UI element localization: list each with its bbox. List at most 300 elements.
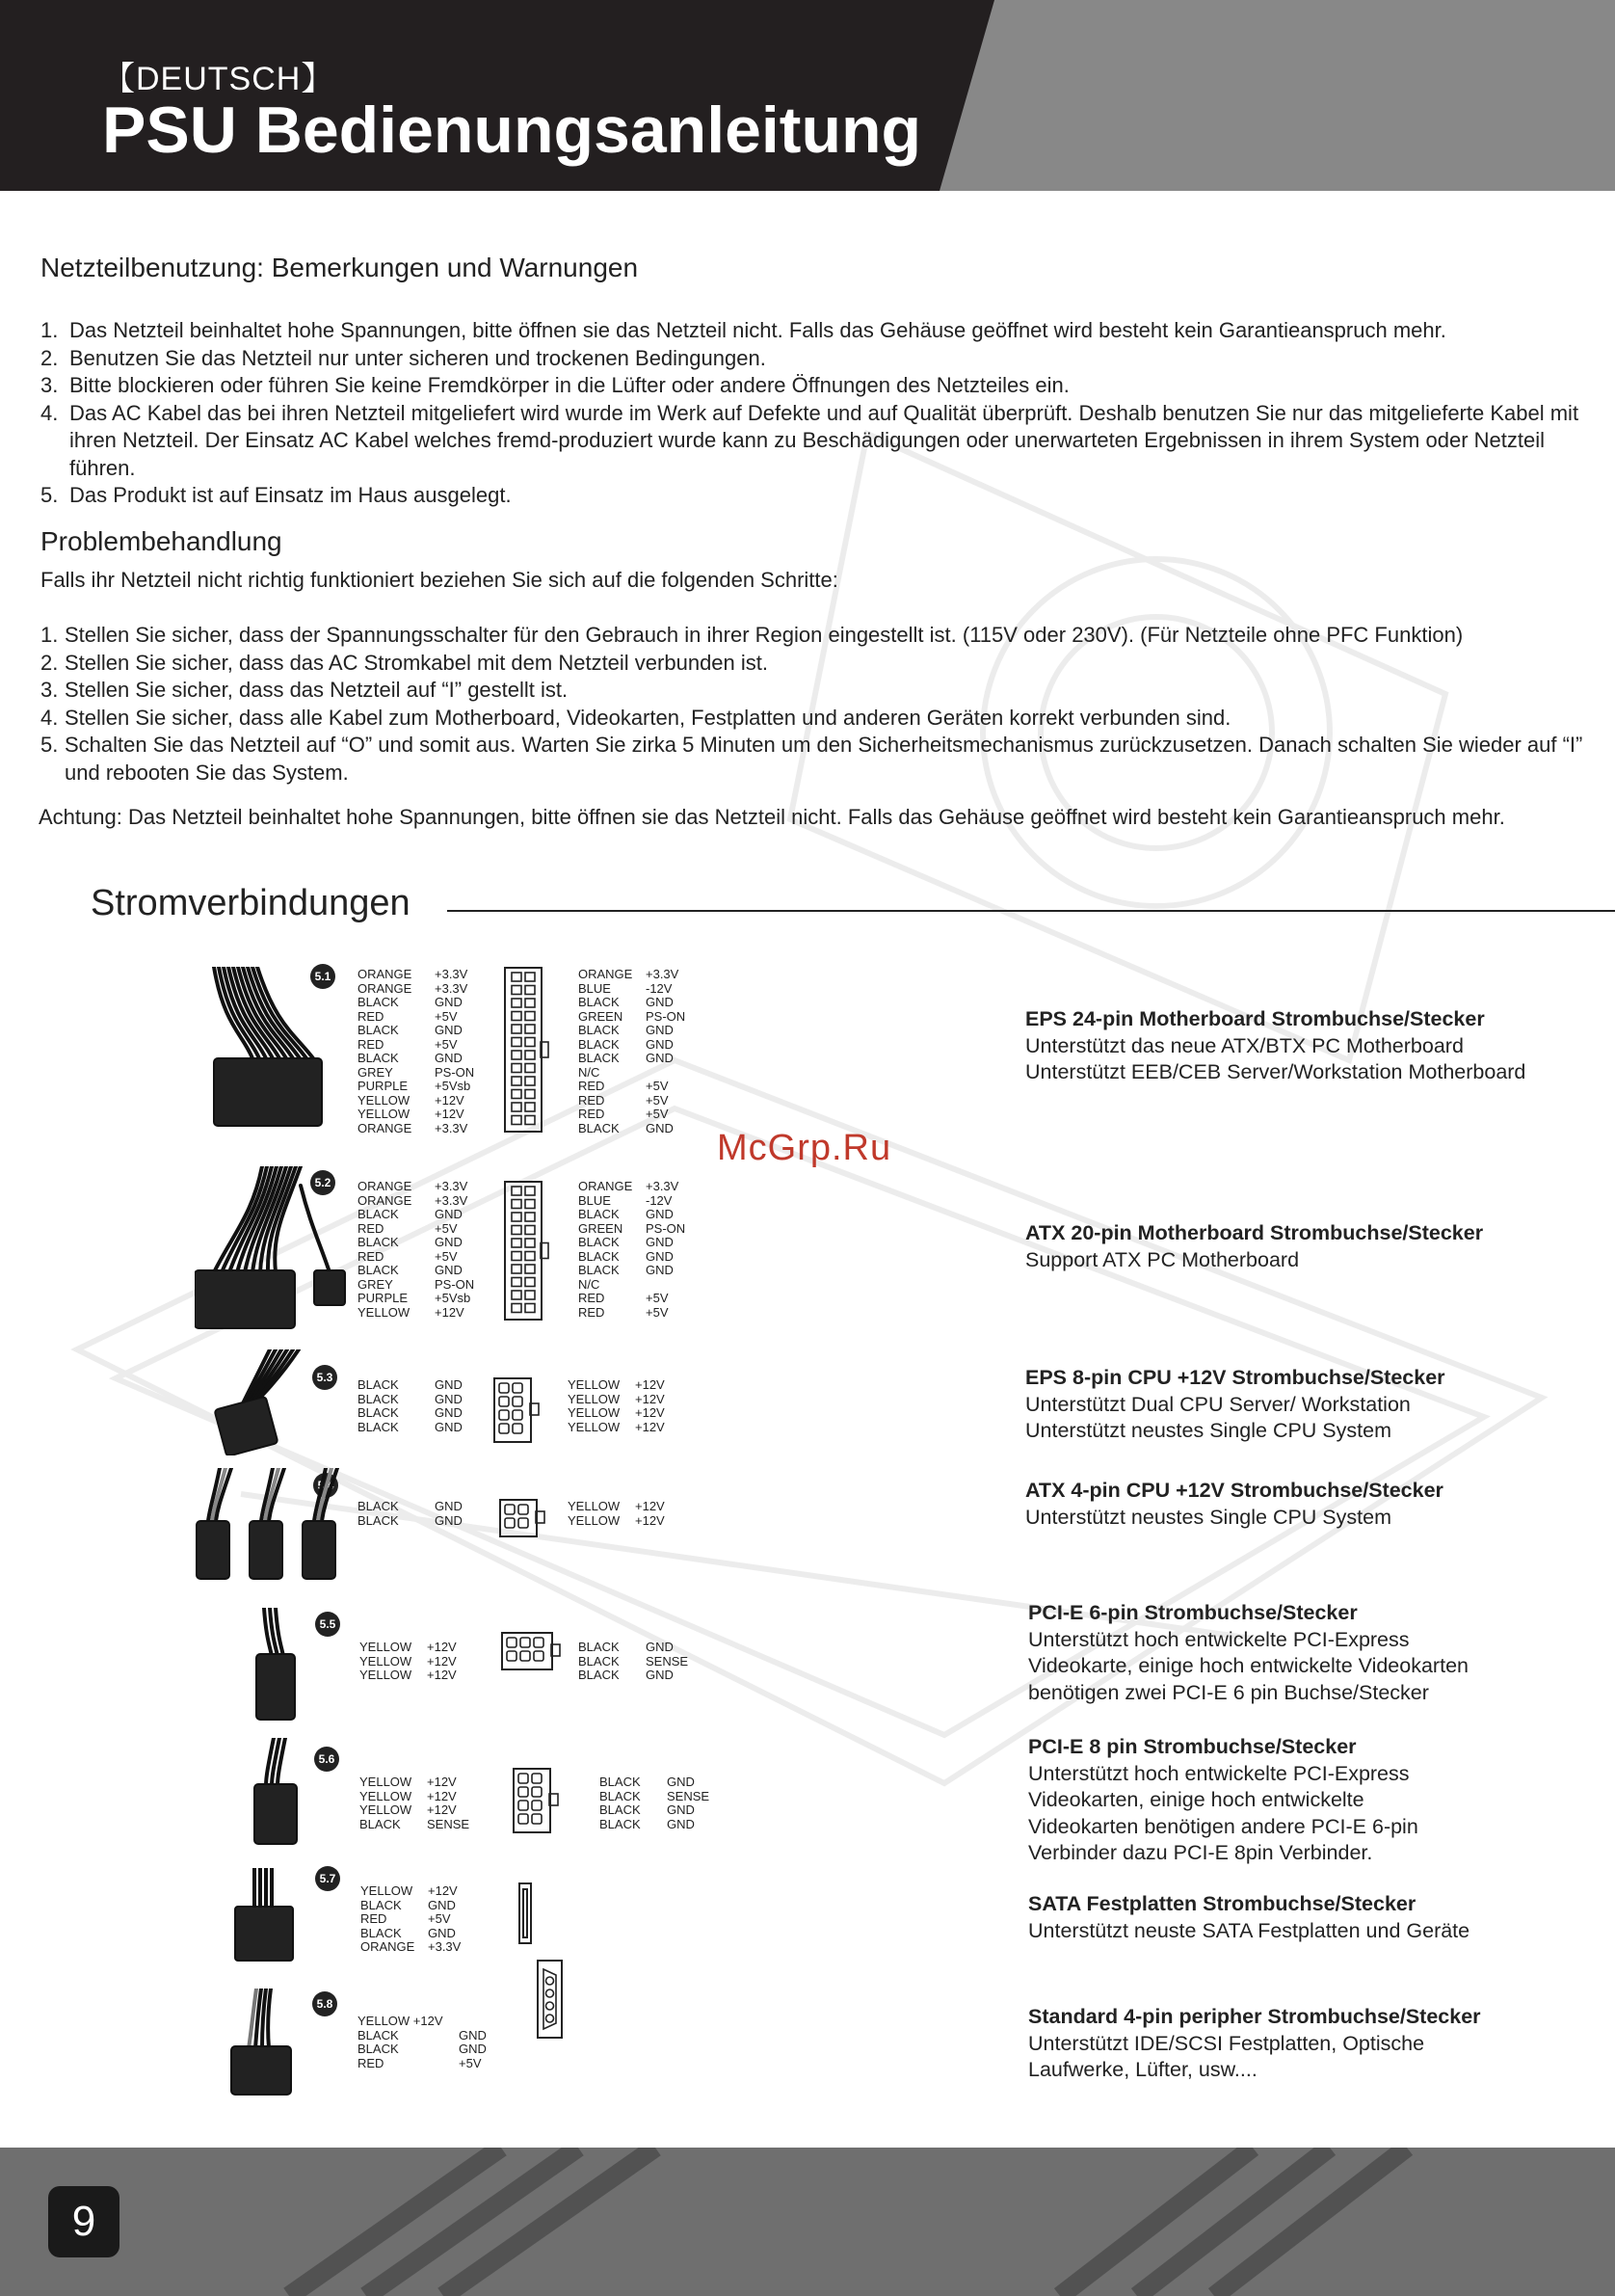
wire-color: YELLOW: [359, 1668, 412, 1682]
wire-signal: +12V: [427, 1640, 457, 1654]
troubleshooting-heading: Problembehandlung: [40, 526, 282, 556]
connector-number-badge: 5.3: [312, 1365, 337, 1390]
pin-row: [357, 1094, 474, 1108]
wire-signal: +5V: [435, 1036, 458, 1052]
wire-signal: +12V: [435, 1107, 464, 1121]
connector-cable-photo: [195, 1166, 349, 1330]
pin-row: [359, 1818, 469, 1832]
wire-signal: +3.3V: [646, 967, 679, 981]
pin-list: [359, 1641, 457, 1683]
pinout-diagram: [493, 1377, 542, 1443]
wire-signal: GND: [435, 1263, 463, 1277]
wire-color: BLACK: [357, 1419, 399, 1434]
wire-signal: PS-ON: [646, 1008, 686, 1024]
pin-row: [578, 1122, 685, 1136]
pin-row: [357, 982, 474, 997]
wire-color: BLACK: [578, 1036, 620, 1052]
connector-description: [1028, 1600, 1606, 1706]
pin-row: [357, 1393, 463, 1407]
wire-signal: PS-ON: [435, 1276, 475, 1292]
wire-signal: +12V: [427, 1802, 457, 1817]
wire-color: ORANGE: [357, 1120, 412, 1135]
wire-signal: +3.3V: [435, 980, 468, 996]
wire-signal: +5V: [459, 2055, 482, 2070]
connector-description: [1025, 1365, 1603, 1445]
pin-row: [357, 968, 474, 982]
pin-row: [360, 1927, 461, 1941]
wire-color: ORANGE: [357, 1179, 412, 1193]
wire-color: BLACK: [357, 1377, 399, 1392]
wire-signal: GND: [435, 1235, 463, 1249]
wire-color: BLACK: [357, 1051, 399, 1065]
wire-color: YELLOW: [568, 1391, 621, 1406]
wire-signal: GND: [459, 2042, 487, 2056]
wire-color: BLUE: [578, 1192, 611, 1208]
wire-color: ORANGE: [357, 980, 412, 996]
wire-color: BLACK: [578, 1023, 620, 1037]
pin-row: [357, 1378, 463, 1393]
list-item: [40, 482, 1592, 510]
connector-title: PCI-E 8 pin Strombuchse/Stecker: [1028, 1735, 1357, 1758]
wire-signal: +5V: [435, 1248, 458, 1264]
list-item-text: Das AC Kabel das bei ihren Netzteil mitgeliefert wird wurde im Werk auf Defekte und auf Qualität überprüft. Deshalb benutzen Sie nur das mitgelieferte Kabel mit ihren Netzteil. Der Einsatz AC Kabel welches fremd-produziert wurde kann zu Beschädigungen oder unerwarteten Ergebnissen in ihrem System oder Netzteil führen.: [69, 400, 1579, 480]
connector-description-line: Verbinder dazu PCI-E 8pin Verbinder.: [1028, 1841, 1373, 1864]
wire-signal: +12V: [427, 1788, 457, 1803]
wire-color: RED: [357, 1248, 384, 1264]
connector-cable-photo: [245, 1738, 322, 1849]
list-item: [40, 705, 1602, 733]
wire-signal: +5V: [646, 1079, 669, 1093]
list-item-number: 2.: [40, 345, 59, 370]
list-item: [40, 317, 1592, 345]
pin-row: [357, 1500, 463, 1514]
pin-row: [578, 1024, 685, 1038]
wire-color: BLACK: [578, 1207, 620, 1221]
pin-row: [578, 1306, 685, 1321]
wire-color: YELLOW: [568, 1512, 621, 1528]
wire-signal: SENSE: [646, 1653, 689, 1669]
wire-color: BLACK: [599, 1775, 641, 1789]
wire-color: BLACK: [357, 2027, 399, 2042]
pin-row: [599, 1775, 709, 1790]
troubleshooting-intro: Falls ihr Netzteil nicht richtig funktioniert beziehen Sie sich auf die folgenden Schritte:: [40, 568, 838, 592]
pin-row: [359, 1775, 469, 1790]
list-item: [40, 622, 1602, 650]
connector-description-line: Support ATX PC Motherboard: [1025, 1247, 1300, 1271]
pin-row: [357, 2029, 487, 2043]
connector-title: SATA Festplatten Strombuchse/Stecker: [1028, 1892, 1416, 1915]
pin-row: [360, 1912, 461, 1927]
pin-row: [578, 1080, 685, 1094]
connector-description-line: Unterstützt hoch entwickelte PCI-Express: [1028, 1761, 1410, 1785]
wire-color: BLACK: [599, 1802, 641, 1817]
wire-signal: GND: [435, 1023, 463, 1037]
list-item-text: Schalten Sie das Netzteil auf “O” und somit aus. Warten Sie zirka 5 Minuten um den Sicherheitsmechanismus zurückzusetzen. Danach schalten Sie wieder auf “I” und rebooten Sie das System.: [65, 733, 1583, 785]
wire-signal: +12V: [428, 1883, 458, 1898]
wire-signal: PS-ON: [646, 1220, 686, 1236]
pin-row: [359, 1803, 469, 1818]
connector-cable-photo: [231, 1868, 308, 1964]
pin-row: [568, 1421, 665, 1435]
connector-description-line: Unterstützt neustes Single CPU System: [1025, 1505, 1391, 1529]
pin-row: [357, 1222, 474, 1237]
connector-title: Standard 4-pin peripher Strombuchse/Stecker: [1028, 2005, 1481, 2028]
wire-signal: GND: [435, 1207, 463, 1221]
pin-row: [360, 1940, 461, 1955]
pin-row: [568, 1378, 665, 1393]
list-item-text: Stellen Sie sicher, dass der Spannungsschalter für den Gebrauch in ihrer Region eingestellt ist. (115V oder 230V). (Für Netzteile ohne PFC Funktion): [65, 623, 1464, 647]
wire-signal: +3.3V: [428, 1939, 462, 1954]
list-item-text: Bitte blockieren oder führen Sie keine Fremdkörper in die Lüfter oder andere Öffnungen des Netzteiles ein.: [69, 373, 1070, 397]
wire-color: BLACK: [360, 1925, 402, 1940]
pin-row: [578, 1655, 688, 1669]
wire-color: YELLOW +12V: [357, 2014, 443, 2028]
wire-color: YELLOW: [359, 1788, 412, 1803]
wire-signal: GND: [435, 1405, 463, 1420]
wire-signal: GND: [435, 1512, 463, 1528]
pin-row: [578, 1052, 685, 1066]
wire-signal: +12V: [635, 1405, 665, 1420]
pin-row: [578, 996, 685, 1010]
wire-signal: +12V: [635, 1499, 665, 1513]
wire-color: BLACK: [578, 1653, 620, 1669]
pin-row: [578, 1278, 685, 1293]
pin-list: [359, 1775, 469, 1831]
list-item-number: 1.: [40, 318, 59, 342]
connector-description: [1028, 2004, 1606, 2084]
connections-heading: Stromverbindungen: [91, 883, 410, 923]
wire-color: N/C: [578, 1064, 600, 1080]
wire-signal: GND: [646, 1248, 674, 1264]
warnings-heading: Netzteilbenutzung: Bemerkungen und Warnungen: [40, 253, 639, 282]
pin-list: [357, 1378, 463, 1434]
wire-signal: GND: [646, 1668, 674, 1682]
wire-signal: GND: [435, 1051, 463, 1065]
wire-color: YELLOW: [568, 1419, 621, 1434]
pin-row: [359, 1641, 457, 1655]
wire-color: BLUE: [578, 980, 611, 996]
wire-signal: SENSE: [667, 1788, 710, 1803]
pin-row: [578, 1038, 685, 1053]
wire-signal: +5V: [646, 1304, 669, 1320]
wire-color: YELLOW: [568, 1499, 621, 1513]
wire-color: ORANGE: [357, 967, 412, 981]
pin-row: [357, 1306, 474, 1321]
wire-signal: SENSE: [427, 1816, 470, 1831]
pin-list: [568, 1378, 665, 1434]
wire-signal: GND: [646, 1120, 674, 1135]
pin-row: [578, 1094, 685, 1108]
wire-signal: +12V: [635, 1377, 665, 1392]
wire-color: RED: [578, 1092, 605, 1108]
wire-color: BLACK: [578, 1235, 620, 1249]
wire-color: GREEN: [578, 1220, 623, 1236]
wire-color: BLACK: [360, 1897, 402, 1912]
pin-row: [599, 1818, 709, 1832]
wire-color: YELLOW: [357, 1107, 410, 1121]
pin-row: [357, 1236, 474, 1250]
wire-signal: PS-ON: [435, 1064, 475, 1080]
list-item: [40, 372, 1592, 400]
wire-color: BLACK: [357, 1023, 399, 1037]
wire-signal: GND: [435, 1391, 463, 1406]
connector-number-badge: 5.4: [313, 1473, 338, 1498]
pin-list: [360, 1884, 461, 1955]
wire-color: BLACK: [357, 1263, 399, 1277]
wire-color: RED: [357, 1036, 384, 1052]
pin-list: [578, 1180, 685, 1320]
pin-row: [599, 1803, 709, 1818]
pin-row: [357, 1514, 463, 1529]
pin-row: [578, 1010, 685, 1025]
wire-color: BLACK: [578, 1263, 620, 1277]
list-item-text: Stellen Sie sicher, dass das Netzteil auf “I” gestellt ist.: [65, 678, 569, 702]
pin-row: [357, 1108, 474, 1122]
connector-number-badge: 5.6: [314, 1747, 339, 1772]
wire-color: ORANGE: [578, 1179, 633, 1193]
wire-signal: +12V: [427, 1653, 457, 1669]
pin-row: [357, 1080, 474, 1094]
wire-color: ORANGE: [578, 967, 633, 981]
pin-row: [578, 1292, 685, 1306]
section-divider: [447, 910, 1615, 912]
wire-signal: GND: [646, 1640, 674, 1654]
connector-description-line: Unterstützt hoch entwickelte PCI-Express: [1028, 1627, 1410, 1651]
pin-row: [357, 2042, 487, 2057]
list-item-number: 3.: [40, 373, 59, 397]
wire-signal: +5V: [435, 1008, 458, 1024]
pin-row: [357, 1250, 474, 1265]
pin-row: [357, 1406, 463, 1421]
wire-color: BLACK: [357, 1512, 399, 1528]
connector-description-line: Unterstützt Dual CPU Server/ Workstation: [1025, 1392, 1411, 1416]
pin-row: [578, 1194, 685, 1209]
wire-signal: GND: [428, 1897, 456, 1912]
wire-signal: +12V: [635, 1391, 665, 1406]
wire-signal: GND: [646, 1235, 674, 1249]
warnings-list: [40, 317, 1592, 510]
pinout-diagram: [504, 967, 552, 1133]
pin-row: [357, 1194, 474, 1209]
list-item: [40, 732, 1602, 787]
pin-row: [578, 1669, 688, 1683]
list-item-text: Stellen Sie sicher, dass das AC Stromkabel mit dem Netzteil verbunden ist.: [65, 650, 769, 675]
pin-row: [357, 1122, 474, 1136]
wire-color: GREY: [357, 1276, 393, 1292]
connector-number-badge: 5.7: [315, 1866, 340, 1891]
connector-number-badge: 5.8: [312, 1991, 337, 2016]
wire-signal: GND: [435, 1499, 463, 1513]
wire-signal: +3.3V: [435, 1120, 468, 1135]
connector-description-line: Videokarten benötigen andere PCI-E 6-pin: [1028, 1814, 1418, 1838]
wire-signal: -12V: [646, 980, 673, 996]
connector-description: [1028, 1734, 1606, 1867]
wire-color: BLACK: [357, 1207, 399, 1221]
wire-color: N/C: [578, 1276, 600, 1292]
connector-number-badge: 5.1: [310, 964, 335, 989]
connector-title: EPS 24-pin Motherboard Strombuchse/Stecker: [1025, 1007, 1485, 1030]
wire-color: YELLOW: [357, 1304, 410, 1320]
wire-color: YELLOW: [357, 1092, 410, 1108]
wire-signal: +5Vsb: [435, 1079, 471, 1093]
wire-signal: GND: [428, 1925, 456, 1940]
pin-row: [357, 1278, 474, 1293]
wire-color: RED: [578, 1107, 605, 1121]
list-item: [40, 400, 1592, 483]
connector-description-line: Unterstützt neustes Single CPU System: [1025, 1419, 1391, 1442]
wire-color: BLACK: [578, 1248, 620, 1264]
pin-list: [357, 1500, 463, 1528]
connector-title: PCI-E 6-pin Strombuchse/Stecker: [1028, 1601, 1358, 1624]
pin-row: [357, 1264, 474, 1278]
wire-signal: +5Vsb: [435, 1291, 471, 1305]
pin-row: [578, 1264, 685, 1278]
pin-row: [578, 1222, 685, 1237]
wire-signal: +5V: [646, 1291, 669, 1305]
wire-signal: GND: [667, 1775, 695, 1789]
list-item-text: Stellen Sie sicher, dass alle Kabel zum Motherboard, Videokarten, Festplatten und anderen Geräten korrekt verbunden sind.: [65, 705, 1231, 730]
wire-signal: +12V: [635, 1512, 665, 1528]
connector-cable-photo: [212, 1349, 308, 1455]
pin-row: [357, 1292, 474, 1306]
pin-row: [568, 1393, 665, 1407]
connector-description-line: Laufwerke, Lüfter, usw....: [1028, 2058, 1258, 2081]
wire-signal: GND: [646, 1023, 674, 1037]
pin-list: [578, 968, 685, 1135]
connector-cable-photo: [227, 1989, 304, 2099]
connector-description: [1025, 1478, 1603, 1531]
wire-color: BLACK: [599, 1816, 641, 1831]
wire-signal: GND: [646, 995, 674, 1009]
wire-color: PURPLE: [357, 1291, 409, 1305]
pin-list: [568, 1500, 665, 1528]
connector-description-line: benötigen zwei PCI-E 6 pin Buchse/Stecker: [1028, 1680, 1429, 1704]
wire-signal: GND: [646, 1207, 674, 1221]
connector-cable-photo: [191, 1468, 355, 1584]
pinout-diagram: [499, 1499, 547, 1537]
pin-row: [357, 1180, 474, 1194]
list-item-number: 5.: [40, 733, 59, 757]
wire-color: BLACK: [599, 1788, 641, 1803]
wire-color: ORANGE: [357, 1192, 412, 1208]
wire-color: BLACK: [357, 995, 399, 1009]
pin-row: [360, 1899, 461, 1913]
pin-row: [578, 1641, 688, 1655]
pin-row: [357, 1010, 474, 1025]
connector-title: EPS 8-pin CPU +12V Strombuchse/Stecker: [1025, 1366, 1445, 1389]
list-item-text: Das Produkt ist auf Einsatz im Haus ausgelegt.: [69, 483, 512, 507]
connector-description-line: Unterstützt EEB/CEB Server/Workstation Motherboard: [1025, 1060, 1526, 1083]
list-item-number: 3.: [40, 678, 59, 702]
wire-signal: GND: [459, 2027, 487, 2042]
pin-row: [578, 1180, 685, 1194]
list-item-number: 1.: [40, 623, 59, 647]
wire-signal: +3.3V: [435, 1192, 468, 1208]
connector-cable-photo: [245, 1608, 322, 1723]
pin-list: [357, 968, 474, 1135]
wire-signal: GND: [667, 1816, 695, 1831]
list-item-number: 4.: [40, 705, 59, 730]
connector-number-badge: 5.2: [310, 1170, 335, 1195]
pin-list: [599, 1775, 709, 1831]
wire-signal: -12V: [646, 1192, 673, 1208]
pin-list: [357, 1180, 474, 1320]
page-title: PSU Bedienungsanleitung: [102, 93, 922, 167]
pin-list: [578, 1641, 688, 1683]
wire-color: GREEN: [578, 1008, 623, 1024]
connector-description: [1025, 1220, 1603, 1273]
page-number: 9: [48, 2186, 119, 2257]
wire-color: YELLOW: [568, 1405, 621, 1420]
wire-color: RED: [578, 1079, 605, 1093]
connector-description-line: Unterstützt IDE/SCSI Festplatten, Optische: [1028, 2031, 1425, 2055]
pin-row: [578, 968, 685, 982]
wire-color: YELLOW: [359, 1640, 412, 1654]
list-item-number: 4.: [40, 400, 59, 425]
pin-row: [357, 1208, 474, 1222]
pin-row: [359, 1669, 457, 1683]
connector-cable-photo: [204, 967, 330, 1131]
wire-signal: +12V: [435, 1092, 464, 1108]
wire-color: BLACK: [578, 1051, 620, 1065]
pin-row: [359, 1655, 457, 1669]
wire-signal: GND: [646, 1051, 674, 1065]
wire-signal: +3.3V: [435, 1179, 468, 1193]
wire-color: YELLOW: [359, 1802, 412, 1817]
pin-row: [357, 2015, 487, 2029]
wire-signal: +12V: [435, 1304, 464, 1320]
pinout-diagram: [513, 1768, 561, 1833]
list-item-text: Benutzen Sie das Netzteil nur unter sicheren und trockenen Bedingungen.: [69, 345, 766, 370]
pin-row: [568, 1514, 665, 1529]
pin-row: [568, 1406, 665, 1421]
wire-signal: +3.3V: [435, 967, 468, 981]
wire-color: BLACK: [359, 1816, 401, 1831]
pin-row: [357, 1052, 474, 1066]
wire-signal: +5V: [646, 1107, 669, 1121]
wire-color: YELLOW: [359, 1653, 412, 1669]
troubleshooting-list: [40, 622, 1602, 787]
wire-signal: +12V: [427, 1668, 457, 1682]
list-item: [40, 345, 1592, 373]
wire-signal: +12V: [427, 1775, 457, 1789]
language-label: 【DEUTSCH】: [102, 61, 335, 97]
pin-row: [357, 1024, 474, 1038]
connector-description-line: Unterstützt neuste SATA Festplatten und Geräte: [1028, 1918, 1470, 1942]
wire-color: YELLOW: [359, 1775, 412, 1789]
connector-title: ATX 20-pin Motherboard Strombuchse/Stecker: [1025, 1221, 1484, 1244]
footer-pattern: [0, 2148, 1615, 2296]
wire-signal: GND: [435, 1419, 463, 1434]
wire-color: RED: [357, 1220, 384, 1236]
connector-description: [1025, 1006, 1603, 1086]
wire-color: YELLOW: [360, 1883, 413, 1898]
pin-row: [357, 1038, 474, 1053]
connector-number-badge: 5.5: [315, 1612, 340, 1637]
pin-row: [578, 1108, 685, 1122]
wire-color: RED: [357, 1008, 384, 1024]
wire-color: RED: [578, 1291, 605, 1305]
list-item-number: 5.: [40, 483, 59, 507]
pin-row: [568, 1500, 665, 1514]
wire-color: RED: [357, 2055, 384, 2070]
pin-row: [578, 1236, 685, 1250]
connector-description: [1028, 1891, 1606, 1944]
wire-signal: GND: [667, 1802, 695, 1817]
wire-signal: +5V: [646, 1092, 669, 1108]
wire-signal: +5V: [428, 1911, 451, 1926]
pinout-diagram: [504, 1181, 552, 1321]
